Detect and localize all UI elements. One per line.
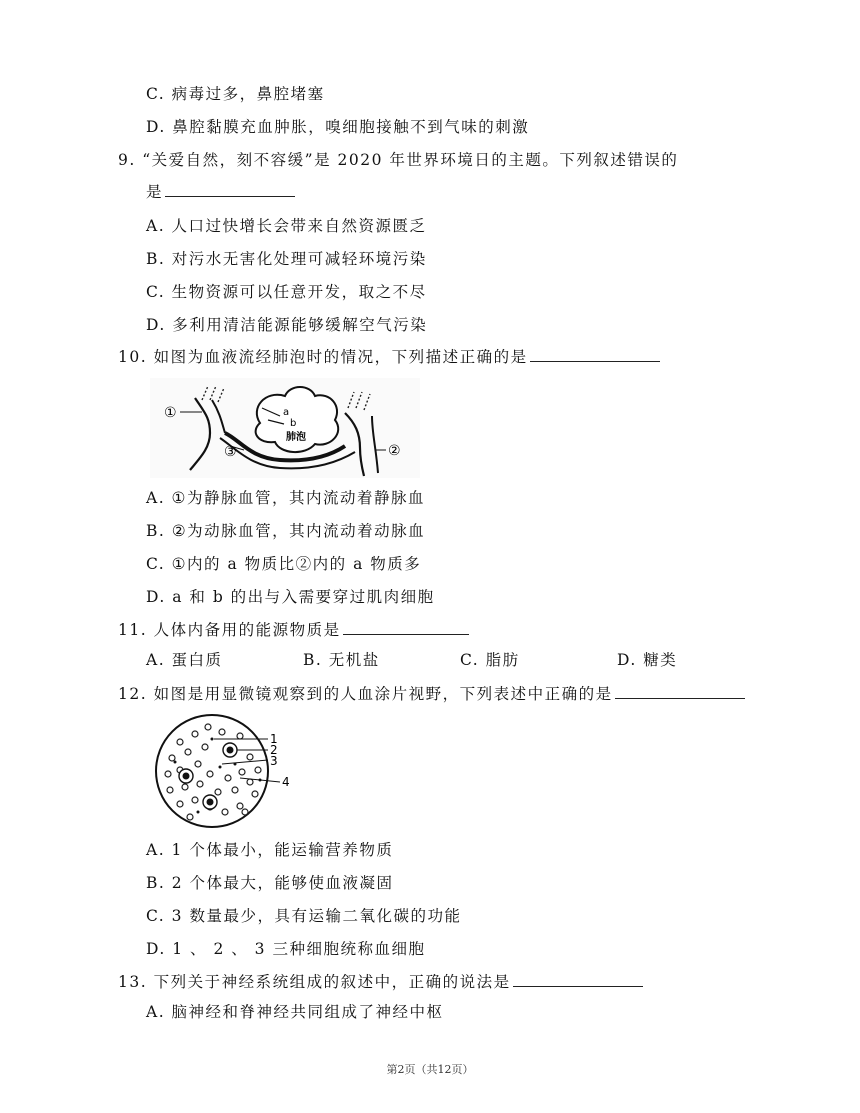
q12-answer-blank	[615, 682, 745, 699]
alveolus-figure	[150, 378, 420, 478]
q10-option-c: C. ①内的 a 物质比②内的 a 物质多	[146, 555, 422, 573]
q11-option-a: A. 蛋白质	[146, 651, 223, 669]
q9-option-a: A. 人口过快增长会带来自然资源匮乏	[146, 217, 427, 235]
q10-option-d: D. a 和 b 的出与入需要穿过肌肉细胞	[146, 588, 435, 606]
q9-option-c: C. 生物资源可以任意开发，取之不尽	[146, 283, 427, 301]
q8-option-d: D. 鼻腔黏膜充血肿胀，嗅细胞接触不到气味的刺激	[146, 118, 530, 136]
fig12-label-4: 4	[282, 775, 290, 789]
q11-answer-blank	[343, 618, 469, 635]
fig12-label-2: 2	[270, 743, 278, 757]
q11-option-b: B. 无机盐	[303, 651, 380, 669]
fig10-label-3: ③	[224, 444, 237, 460]
q12-stem-row	[118, 682, 745, 704]
q12-option-a: A. 1 个体最小，能运输营养物质	[146, 841, 394, 859]
q9-option-b: B. 对污水无害化处理可减轻环境污染	[146, 250, 427, 268]
q13-option-a: A. 脑神经和脊神经共同组成了神经中枢	[146, 1003, 444, 1021]
q10-answer-blank	[530, 345, 660, 362]
fig12-label-1: 1	[270, 732, 278, 746]
q9-stem: 9. “关爱自然，刻不容缓”是 2020 年世界环境日的主题。下列叙述错误的	[118, 151, 679, 169]
q12-option-c: C. 3 数量最少，具有运输二氧化碳的功能	[146, 907, 462, 925]
q9-stem-cont	[146, 180, 295, 202]
q9-answer-blank	[165, 180, 295, 197]
q8-option-c: C. 病毒过多，鼻腔堵塞	[146, 85, 325, 103]
fig10-label-alveolus: 肺泡	[286, 432, 306, 443]
q13-stem-row	[118, 970, 643, 992]
blood-smear-figure	[150, 712, 300, 830]
q12-option-d: D. 1 、 2 、 3 三种细胞统称血细胞	[146, 940, 426, 958]
fig10-label-b: b	[290, 418, 297, 429]
q12-stem: 12. 如图是用显微镜观察到的人血涂片视野，下列表述中正确的是	[118, 685, 613, 703]
q10-stem: 10. 如图为血液流经肺泡时的情况，下列描述正确的是	[118, 348, 528, 366]
q10-option-a: A. ①为静脉血管，其内流动着静脉血	[146, 489, 425, 507]
q11-option-c: C. 脂肪	[460, 651, 520, 669]
q13-answer-blank	[513, 970, 643, 987]
q11-stem-row	[118, 618, 469, 640]
page-footer: 第2页（共12页）	[386, 1063, 474, 1076]
q9-option-d: D. 多利用清洁能源能够缓解空气污染	[146, 316, 428, 334]
q10-stem-row	[118, 345, 660, 367]
q11-option-d: D. 糖类	[617, 651, 678, 669]
q12-option-b: B. 2 个体最大，能够使血液凝固	[146, 874, 394, 892]
fig10-label-2: ②	[388, 443, 401, 459]
fig10-label-1: ①	[164, 405, 177, 421]
fig10-label-a: a	[283, 407, 290, 418]
q11-stem: 11. 人体内备用的能源物质是	[118, 621, 341, 639]
fig12-label-3: 3	[270, 754, 278, 768]
q9-stem-line2: 是	[146, 183, 164, 201]
q10-option-b: B. ②为动脉血管，其内流动着动脉血	[146, 522, 426, 540]
q13-stem: 13. 下列关于神经系统组成的叙述中，正确的说法是	[118, 973, 511, 991]
